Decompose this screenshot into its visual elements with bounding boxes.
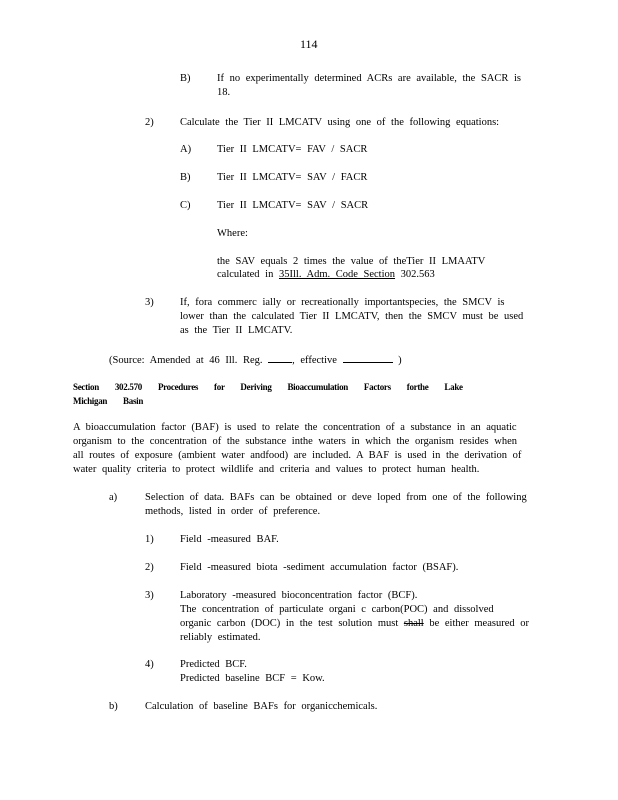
item-b-label: b) [109,701,118,712]
source-text2: , effective [292,355,337,366]
where-line2-pre: calculated in [217,269,279,280]
method-4-line2: Predicted baseline BCF = Kow. [180,673,325,684]
equation-label-a: A) [180,144,192,155]
page-number: 114 [300,37,318,51]
method-2-text: Field -measured biota -sediment accumulation factor (BSAF). [180,562,459,573]
item-a-line1: Selection of data. BAFs can be obtained or deve loped from one of the following [145,492,527,503]
method-4-line1: Predicted BCF. [180,659,247,670]
item-3-line1: If, fora commerc ially or recreationally importantspecies, the SMCV is [180,297,505,308]
equation-text-c: Tier II LMCATV= SAV / SACR [217,200,369,211]
section-heading-line1: Section 302.570 Procedures for Deriving Bioaccumulation Factors forthe Lake [73,382,463,392]
baf-paragraph-line1: A bioaccumulation factor (BAF) is used to relate the concentration of a substance in an aquatic [73,422,517,433]
where-line2 [217,268,435,282]
item-b-sacr-label: B) [180,73,191,84]
code-reference-link: 35Ill. Adm. Code Section [278,269,396,280]
item-2-label: 2) [145,117,154,128]
item-b-sacr-line1: If no experimentally determined ACRs are available, the SACR is [217,73,522,84]
item-a-label: a) [109,492,118,503]
effective-date-blank [343,352,393,363]
where-line2-post: 302.563 [395,269,435,280]
item-b-text: Calculation of baseline BAFs for organicchemicals. [145,701,378,712]
where-line1: the SAV equals 2 times the value of theTier II LMAATV [217,256,486,267]
source-note [109,352,402,368]
method-2-label: 2) [145,562,154,573]
item-3-line2: lower than the calculated Tier II LMCATV, then the SMCV must be used [180,311,524,322]
method-3-line3-post: be either measured or [423,618,529,629]
source-text3: ) [398,355,402,366]
method-3-line2: The concentration of particulate organi c carbon(POC) and dissolved [180,604,494,615]
method-1-label: 1) [145,534,154,545]
baf-paragraph-line2: organism to the concentration of the substance inthe waters in which the organism resides when [73,436,518,447]
item-a-line2: methods, listed in order of preference. [145,506,321,517]
item-3-label: 3) [145,297,154,308]
item-b-sacr-line2: 18. [217,87,231,98]
where-label: Where: [217,228,248,239]
section-heading-line2: Michigan Basin [73,396,144,406]
equation-text-b: Tier II LMCATV= SAV / FACR [217,172,368,183]
baf-paragraph-line3: all routes of exposure (ambient water andfood) are included. A BAF is used in the derivation of [73,450,522,461]
method-3-label: 3) [145,590,154,601]
item-2-text: Calculate the Tier II LMCATV using one of the following equations: [180,117,500,128]
method-1-text: Field -measured BAF. [180,534,279,545]
method-3-line1: Laboratory -measured bioconcentration factor (BCF). [180,590,418,601]
baf-paragraph-line4: water quality criteria to protect wildlife and criteria and values to protect human health. [73,464,480,475]
method-3-line3-pre: organic carbon (DOC) in the test solution must [180,618,404,629]
method-4-label: 4) [145,659,154,670]
reg-blank [268,352,292,363]
source-text1: (Source: Amended at 46 Ill. Reg. [109,355,263,366]
method-3-line3 [180,617,529,631]
equation-label-c: C) [180,200,191,211]
method-3-line4: reliably estimated. [180,632,261,643]
equation-label-b: B) [180,172,191,183]
struck-word: shall [403,618,424,629]
equation-text-a: Tier II LMCATV= FAV / SACR [217,144,368,155]
item-3-line3: as the Tier II LMCATV. [180,325,293,336]
